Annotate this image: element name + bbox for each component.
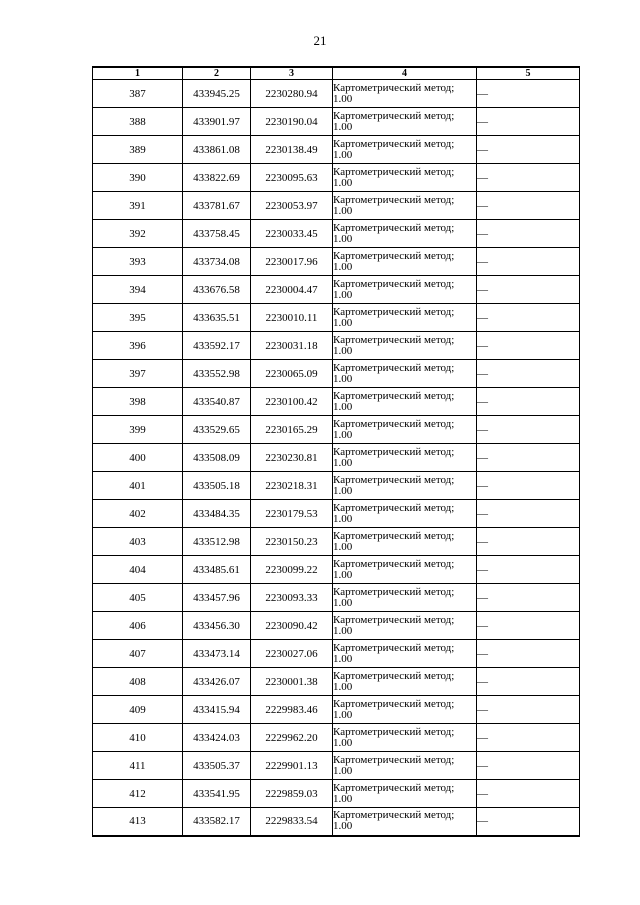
x-coordinate-cell: 433457.96: [183, 584, 251, 612]
table-row: [93, 808, 580, 836]
y-coordinate-cell: 2230017.96: [251, 248, 333, 276]
method-cell: [333, 192, 477, 220]
point-number-cell: 397: [93, 360, 183, 388]
method-cell: [333, 528, 477, 556]
accuracy-value: 1.00: [333, 344, 353, 357]
note-cell: —: [477, 528, 580, 556]
accuracy-value: 1.00: [333, 652, 353, 665]
point-number-cell: 396: [93, 332, 183, 360]
y-coordinate-cell: 2230280.94: [251, 80, 333, 108]
y-coordinate-cell: 2230179.53: [251, 500, 333, 528]
accuracy-value: 1.00: [333, 400, 353, 413]
accuracy-value: 1.00: [333, 372, 353, 385]
accuracy-value: 1.00: [333, 92, 353, 105]
x-coordinate-cell: 433505.18: [183, 472, 251, 500]
method-label: Картометрический метод;: [333, 333, 455, 346]
point-number-cell: 394: [93, 276, 183, 304]
method-label: Картометрический метод;: [333, 753, 455, 766]
table-header-row: [93, 67, 580, 80]
x-coordinate-cell: 433734.08: [183, 248, 251, 276]
method-label: Картометрический метод;: [333, 417, 455, 430]
method-cell: [333, 80, 477, 108]
method-label: Картометрический метод;: [333, 781, 455, 794]
x-coordinate-cell: 433758.45: [183, 220, 251, 248]
method-label: Картометрический метод;: [333, 249, 455, 262]
method-label: Картометрический метод;: [333, 221, 455, 234]
point-number-cell: 390: [93, 164, 183, 192]
note-cell: —: [477, 332, 580, 360]
method-cell: [333, 164, 477, 192]
table-row: [93, 416, 580, 444]
x-coordinate-cell: 433415.94: [183, 696, 251, 724]
point-number-cell: 395: [93, 304, 183, 332]
note-cell: —: [477, 584, 580, 612]
method-label: Картометрический метод;: [333, 361, 455, 374]
point-number-cell: 407: [93, 640, 183, 668]
accuracy-value: 1.00: [333, 708, 353, 721]
point-number-cell: 401: [93, 472, 183, 500]
y-coordinate-cell: 2230230.81: [251, 444, 333, 472]
table-row: [93, 500, 580, 528]
column-header-4: 4: [333, 67, 477, 80]
note-cell: —: [477, 808, 580, 836]
method-label: Картометрический метод;: [333, 389, 455, 402]
method-cell: [333, 388, 477, 416]
accuracy-value: 1.00: [333, 484, 353, 497]
method-label: Картометрический метод;: [333, 193, 455, 206]
table-row: [93, 80, 580, 108]
method-label: Картометрический метод;: [333, 529, 455, 542]
note-cell: —: [477, 500, 580, 528]
point-number-cell: 406: [93, 612, 183, 640]
y-coordinate-cell: 2230093.33: [251, 584, 333, 612]
note-cell: —: [477, 556, 580, 584]
note-cell: —: [477, 80, 580, 108]
accuracy-value: 1.00: [333, 736, 353, 749]
page-number: 21: [313, 33, 327, 48]
y-coordinate-cell: 2230053.97: [251, 192, 333, 220]
table-row: [93, 584, 580, 612]
table-row: [93, 444, 580, 472]
note-cell: —: [477, 388, 580, 416]
x-coordinate-cell: 433635.51: [183, 304, 251, 332]
y-coordinate-cell: 2230004.47: [251, 276, 333, 304]
method-label: Картометрический метод;: [333, 669, 455, 682]
x-coordinate-cell: 433676.58: [183, 276, 251, 304]
y-coordinate-cell: 2229859.03: [251, 780, 333, 808]
method-cell: [333, 612, 477, 640]
point-number-cell: 399: [93, 416, 183, 444]
accuracy-value: 1.00: [333, 680, 353, 693]
point-number-cell: 412: [93, 780, 183, 808]
method-label: Картометрический метод;: [333, 809, 455, 822]
method-label: Картометрический метод;: [333, 81, 455, 94]
point-number-cell: 400: [93, 444, 183, 472]
column-header-2: 2: [183, 67, 251, 80]
method-cell: [333, 780, 477, 808]
point-number-cell: 404: [93, 556, 183, 584]
note-cell: —: [477, 668, 580, 696]
note-cell: —: [477, 724, 580, 752]
accuracy-value: 1.00: [333, 792, 353, 805]
y-coordinate-cell: 2230065.09: [251, 360, 333, 388]
table-row: [93, 612, 580, 640]
table-row: [93, 668, 580, 696]
table-row: [93, 640, 580, 668]
y-coordinate-cell: 2230090.42: [251, 612, 333, 640]
note-cell: —: [477, 108, 580, 136]
point-number-cell: 392: [93, 220, 183, 248]
accuracy-value: 1.00: [333, 512, 353, 525]
table-row: [93, 360, 580, 388]
table-row: [93, 696, 580, 724]
x-coordinate-cell: 433540.87: [183, 388, 251, 416]
table-row: [93, 248, 580, 276]
table-row: [93, 304, 580, 332]
x-coordinate-cell: 433505.37: [183, 752, 251, 780]
y-coordinate-cell: 2230165.29: [251, 416, 333, 444]
y-coordinate-cell: 2230099.22: [251, 556, 333, 584]
column-header-3: 3: [251, 67, 333, 80]
method-cell: [333, 584, 477, 612]
method-cell: [333, 360, 477, 388]
accuracy-value: 1.00: [333, 764, 353, 777]
y-coordinate-cell: 2230031.18: [251, 332, 333, 360]
y-coordinate-cell: 2230190.04: [251, 108, 333, 136]
x-coordinate-cell: 433822.69: [183, 164, 251, 192]
y-coordinate-cell: 2230033.45: [251, 220, 333, 248]
method-cell: [333, 444, 477, 472]
y-coordinate-cell: 2229962.20: [251, 724, 333, 752]
note-cell: —: [477, 752, 580, 780]
accuracy-value: 1.00: [333, 428, 353, 441]
accuracy-value: 1.00: [333, 568, 353, 581]
x-coordinate-cell: 433781.67: [183, 192, 251, 220]
accuracy-value: 1.00: [333, 316, 353, 329]
accuracy-value: 1.00: [333, 120, 353, 133]
method-cell: [333, 108, 477, 136]
method-cell: [333, 668, 477, 696]
column-header-5: 5: [477, 67, 580, 80]
note-cell: —: [477, 612, 580, 640]
table-row: [93, 136, 580, 164]
table-row: [93, 472, 580, 500]
y-coordinate-cell: 2230010.11: [251, 304, 333, 332]
method-label: Картометрический метод;: [333, 305, 455, 318]
accuracy-value: 1.00: [333, 260, 353, 273]
note-cell: —: [477, 304, 580, 332]
method-cell: [333, 248, 477, 276]
point-number-cell: 391: [93, 192, 183, 220]
method-cell: [333, 556, 477, 584]
note-cell: —: [477, 248, 580, 276]
x-coordinate-cell: 433426.07: [183, 668, 251, 696]
point-number-cell: 393: [93, 248, 183, 276]
method-label: Картометрический метод;: [333, 277, 455, 290]
y-coordinate-cell: 2230095.63: [251, 164, 333, 192]
x-coordinate-cell: 433945.25: [183, 80, 251, 108]
method-label: Картометрический метод;: [333, 641, 455, 654]
note-cell: —: [477, 276, 580, 304]
table-row: [93, 752, 580, 780]
method-cell: [333, 416, 477, 444]
table-row: [93, 332, 580, 360]
accuracy-value: 1.00: [333, 540, 353, 553]
method-label: Картометрический метод;: [333, 473, 455, 486]
method-label: Картометрический метод;: [333, 165, 455, 178]
table-row: [93, 724, 580, 752]
accuracy-value: 1.00: [333, 148, 353, 161]
note-cell: —: [477, 164, 580, 192]
y-coordinate-cell: 2230218.31: [251, 472, 333, 500]
method-label: Картометрический метод;: [333, 613, 455, 626]
point-number-cell: 411: [93, 752, 183, 780]
method-cell: [333, 640, 477, 668]
x-coordinate-cell: 433485.61: [183, 556, 251, 584]
method-label: Картометрический метод;: [333, 109, 455, 122]
x-coordinate-cell: 433861.08: [183, 136, 251, 164]
table-row: [93, 220, 580, 248]
note-cell: —: [477, 640, 580, 668]
x-coordinate-cell: 433424.03: [183, 724, 251, 752]
table-row: [93, 108, 580, 136]
table-row: [93, 780, 580, 808]
table-row: [93, 192, 580, 220]
accuracy-value: 1.00: [333, 596, 353, 609]
point-number-cell: 413: [93, 808, 183, 836]
column-header-1: 1: [93, 67, 183, 80]
accuracy-value: 1.00: [333, 624, 353, 637]
point-number-cell: 398: [93, 388, 183, 416]
note-cell: —: [477, 360, 580, 388]
accuracy-value: 1.00: [333, 232, 353, 245]
method-cell: [333, 304, 477, 332]
y-coordinate-cell: 2230138.49: [251, 136, 333, 164]
point-number-cell: 409: [93, 696, 183, 724]
method-label: Картометрический метод;: [333, 697, 455, 710]
method-label: Картометрический метод;: [333, 585, 455, 598]
accuracy-value: 1.00: [333, 288, 353, 301]
x-coordinate-cell: 433552.98: [183, 360, 251, 388]
note-cell: —: [477, 136, 580, 164]
point-number-cell: 387: [93, 80, 183, 108]
table-row: [93, 276, 580, 304]
accuracy-value: 1.00: [333, 456, 353, 469]
note-cell: —: [477, 780, 580, 808]
accuracy-value: 1.00: [333, 820, 353, 833]
x-coordinate-cell: 433508.09: [183, 444, 251, 472]
point-number-cell: 403: [93, 528, 183, 556]
note-cell: —: [477, 444, 580, 472]
x-coordinate-cell: 433592.17: [183, 332, 251, 360]
coordinates-table: [92, 66, 580, 837]
method-label: Картометрический метод;: [333, 445, 455, 458]
point-number-cell: 388: [93, 108, 183, 136]
note-cell: —: [477, 696, 580, 724]
x-coordinate-cell: 433456.30: [183, 612, 251, 640]
method-cell: [333, 696, 477, 724]
y-coordinate-cell: 2230150.23: [251, 528, 333, 556]
table-row: [93, 388, 580, 416]
y-coordinate-cell: 2229901.13: [251, 752, 333, 780]
point-number-cell: 410: [93, 724, 183, 752]
point-number-cell: 402: [93, 500, 183, 528]
y-coordinate-cell: 2229983.46: [251, 696, 333, 724]
method-cell: [333, 500, 477, 528]
method-cell: [333, 332, 477, 360]
point-number-cell: 408: [93, 668, 183, 696]
accuracy-value: 1.00: [333, 176, 353, 189]
y-coordinate-cell: 2230100.42: [251, 388, 333, 416]
table-row: [93, 556, 580, 584]
method-cell: [333, 808, 477, 836]
note-cell: —: [477, 192, 580, 220]
point-number-cell: 405: [93, 584, 183, 612]
method-label: Картометрический метод;: [333, 137, 455, 150]
note-cell: —: [477, 416, 580, 444]
point-number-cell: 389: [93, 136, 183, 164]
method-label: Картометрический метод;: [333, 501, 455, 514]
x-coordinate-cell: 433512.98: [183, 528, 251, 556]
method-cell: [333, 276, 477, 304]
y-coordinate-cell: 2229833.54: [251, 808, 333, 836]
y-coordinate-cell: 2230001.38: [251, 668, 333, 696]
method-cell: [333, 724, 477, 752]
accuracy-value: 1.00: [333, 204, 353, 217]
x-coordinate-cell: 433473.14: [183, 640, 251, 668]
x-coordinate-cell: 433582.17: [183, 808, 251, 836]
method-cell: [333, 472, 477, 500]
table-body: [93, 80, 580, 836]
x-coordinate-cell: 433901.97: [183, 108, 251, 136]
method-label: Картометрический метод;: [333, 557, 455, 570]
method-cell: [333, 136, 477, 164]
y-coordinate-cell: 2230027.06: [251, 640, 333, 668]
note-cell: —: [477, 220, 580, 248]
method-label: Картометрический метод;: [333, 725, 455, 738]
method-cell: [333, 752, 477, 780]
table-row: [93, 528, 580, 556]
x-coordinate-cell: 433541.95: [183, 780, 251, 808]
table-row: [93, 164, 580, 192]
method-cell: [333, 220, 477, 248]
x-coordinate-cell: 433529.65: [183, 416, 251, 444]
x-coordinate-cell: 433484.35: [183, 500, 251, 528]
note-cell: —: [477, 472, 580, 500]
